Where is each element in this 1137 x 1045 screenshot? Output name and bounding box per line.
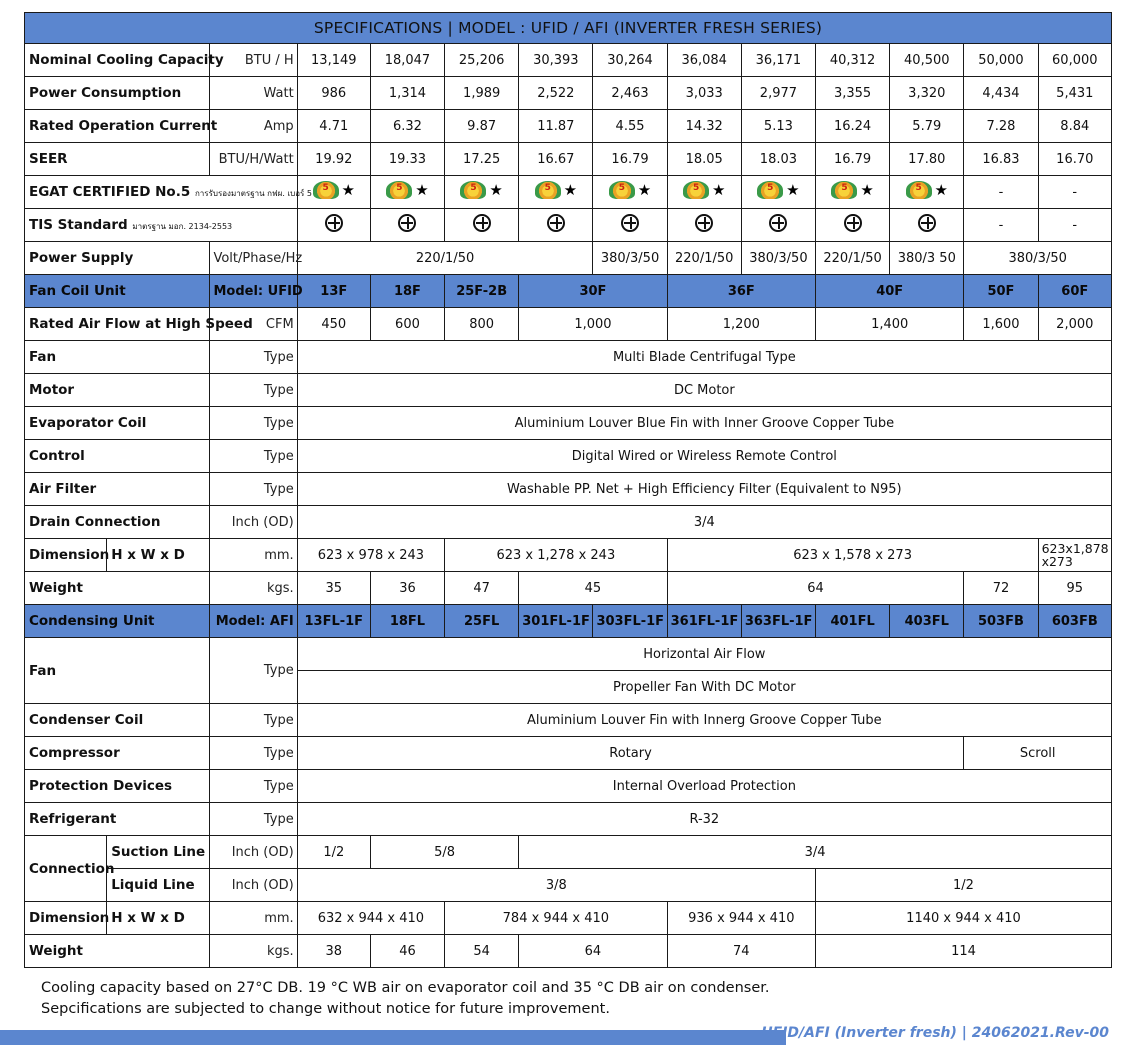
star-icon: ★ — [860, 181, 874, 199]
cell: R-32 — [297, 803, 1111, 836]
cell: 1,200 — [667, 308, 815, 341]
row-label: Rated Air Flow at High Speed — [25, 308, 210, 341]
cell: Digital Wired or Wireless Remote Control — [297, 440, 1111, 473]
cell: 16.67 — [519, 143, 593, 176]
row-unit: Type — [210, 770, 297, 803]
row-label: Protection Devices — [25, 770, 210, 803]
cell: Internal Overload Protection — [297, 770, 1111, 803]
cell: 60,000 — [1038, 44, 1111, 77]
cell: 4,434 — [964, 77, 1038, 110]
cell — [593, 209, 667, 242]
tis-label: TIS Standard — [29, 217, 128, 233]
row-unit: Type — [210, 638, 297, 704]
row-label: Compressor — [25, 737, 210, 770]
row-unit: Model: AFI — [210, 605, 297, 638]
cell: 5.79 — [890, 110, 964, 143]
cell: 5,431 — [1038, 77, 1111, 110]
cell: 8.84 — [1038, 110, 1111, 143]
cell — [667, 176, 741, 209]
row-unit: Model: UFID — [210, 275, 297, 308]
energy-label-icon — [683, 181, 709, 199]
cell: 1,000 — [519, 308, 667, 341]
cell: 3/8 — [297, 869, 815, 902]
tis-mark-icon — [918, 214, 936, 232]
cell: 18.03 — [741, 143, 815, 176]
fcu-dimension-row — [25, 539, 1112, 572]
cell: 3,355 — [816, 77, 890, 110]
filter-row — [25, 473, 1112, 506]
row-label: SEER — [25, 143, 210, 176]
cell: Multi Blade Centrifugal Type — [297, 341, 1111, 374]
cell: 13,149 — [297, 44, 370, 77]
cell: 16.79 — [593, 143, 667, 176]
motor-row — [25, 374, 1112, 407]
row-unit: Type — [210, 374, 297, 407]
cell: 4.71 — [297, 110, 370, 143]
row-unit: Inch (OD) — [210, 869, 297, 902]
cell: 3,320 — [890, 77, 964, 110]
row-label — [25, 209, 298, 242]
model-cell: 361FL-1F — [667, 605, 741, 638]
section-title: Fan Coil Unit — [25, 275, 210, 308]
row-label: Connection — [25, 836, 107, 902]
model-cell: 36F — [667, 275, 815, 308]
star-icon: ★ — [341, 181, 355, 199]
cell: 220/1/50 — [297, 242, 593, 275]
cell: 14.32 — [667, 110, 741, 143]
footnote-line: Cooling capacity based on 27°C DB. 19 °C WB air on evaporator coil and 35 °C DB air on condenser. — [41, 980, 770, 996]
model-cell: 13F — [297, 275, 370, 308]
cell — [370, 209, 444, 242]
cell: Rotary — [297, 737, 964, 770]
tis-row — [25, 209, 1112, 242]
cell: - — [1038, 209, 1111, 242]
energy-label-icon — [386, 181, 412, 199]
row-label: Motor — [25, 374, 210, 407]
cell: 1,600 — [964, 308, 1038, 341]
cell: 16.79 — [816, 143, 890, 176]
model-cell: 603FB — [1038, 605, 1111, 638]
cell: 64 — [667, 572, 964, 605]
model-cell: 18F — [370, 275, 444, 308]
cell: - — [964, 209, 1038, 242]
cell: 623x1,878 x273 — [1038, 539, 1111, 572]
cell: 380/3 50 — [890, 242, 964, 275]
cell: Scroll — [964, 737, 1112, 770]
model-cell: 60F — [1038, 275, 1111, 308]
cell: 47 — [445, 572, 519, 605]
row-unit: Type — [210, 407, 297, 440]
tis-mark-icon — [769, 214, 787, 232]
cell: 1,989 — [445, 77, 519, 110]
row-label: Evaporator Coil — [25, 407, 210, 440]
row-label: Dimension — [25, 902, 107, 935]
egat-label: EGAT CERTIFIED No.5 — [29, 184, 191, 200]
cell: Propeller Fan With DC Motor — [297, 671, 1111, 704]
cell: Aluminium Louver Blue Fin with Inner Groove Copper Tube — [297, 407, 1111, 440]
star-icon: ★ — [415, 181, 429, 199]
row-label: Weight — [25, 935, 210, 968]
footnotes — [41, 978, 769, 1020]
egat-label-thai: การรับรองมาตรฐาน กฟผ. เบอร์ 5 — [194, 189, 312, 198]
row-label: Fan — [25, 341, 210, 374]
cell: 114 — [816, 935, 1112, 968]
footer-revision: UFID/AFI (Inverter fresh) | 24062021.Rev-00 — [761, 1025, 1109, 1041]
row-unit: Type — [210, 341, 297, 374]
cell: 380/3/50 — [741, 242, 815, 275]
model-cell: 403FL — [890, 605, 964, 638]
cell: 54 — [445, 935, 519, 968]
model-cell: 50F — [964, 275, 1038, 308]
cell: 16.70 — [1038, 143, 1111, 176]
cell: 1/2 — [816, 869, 1112, 902]
row-unit: kgs. — [210, 572, 297, 605]
model-cell: 363FL-1F — [741, 605, 815, 638]
cell — [519, 209, 593, 242]
cell: 2,463 — [593, 77, 667, 110]
energy-label-icon — [460, 181, 486, 199]
model-cell: 503FB — [964, 605, 1038, 638]
row-label: Condenser Coil — [25, 704, 210, 737]
cell — [741, 176, 815, 209]
compressor-row — [25, 737, 1112, 770]
tis-mark-icon — [325, 214, 343, 232]
cell: 800 — [445, 308, 519, 341]
row-unit: BTU / H — [210, 44, 297, 77]
cell: 19.92 — [297, 143, 370, 176]
cell: 623 x 978 x 243 — [297, 539, 444, 572]
cu-weight-row — [25, 935, 1112, 968]
cell: Aluminium Louver Fin with Innerg Groove Copper Tube — [297, 704, 1111, 737]
row-unit: BTU/H/Watt — [210, 143, 297, 176]
airflow-row — [25, 308, 1112, 341]
row-label: Fan — [25, 638, 210, 704]
cell: 5/8 — [370, 836, 518, 869]
row-label — [25, 176, 312, 209]
row-unit: Type — [210, 803, 297, 836]
row-unit: Inch (OD) — [210, 836, 297, 869]
model-cell: 40F — [816, 275, 964, 308]
cell: Washable PP. Net + High Efficiency Filter (Equivalent to N95) — [297, 473, 1111, 506]
cell: 9.87 — [445, 110, 519, 143]
row-label: Power Supply — [25, 242, 210, 275]
row-label: Power Consumption — [25, 77, 210, 110]
cell: 623 x 1,278 x 243 — [445, 539, 668, 572]
section-title: Condensing Unit — [25, 605, 210, 638]
cell — [297, 209, 370, 242]
drain-row — [25, 506, 1112, 539]
cell: - — [1038, 176, 1111, 209]
model-cell: 18FL — [370, 605, 444, 638]
title-row — [25, 13, 1112, 44]
evaporator-row — [25, 407, 1112, 440]
cell — [890, 176, 964, 209]
cell: 19.33 — [370, 143, 444, 176]
cell: 632 x 944 x 410 — [297, 902, 444, 935]
row-label: Air Filter — [25, 473, 210, 506]
row-unit: Amp — [210, 110, 297, 143]
model-cell: 401FL — [816, 605, 890, 638]
cell: 220/1/50 — [667, 242, 741, 275]
cell: 784 x 944 x 410 — [445, 902, 668, 935]
fan-coil-header-row — [25, 275, 1112, 308]
cell: 1,314 — [370, 77, 444, 110]
model-cell: 13FL-1F — [297, 605, 370, 638]
cell: 36,084 — [667, 44, 741, 77]
tis-mark-icon — [398, 214, 416, 232]
cell — [816, 209, 890, 242]
star-icon: ★ — [711, 181, 726, 199]
cell: 3/4 — [297, 506, 1111, 539]
cell: 95 — [1038, 572, 1111, 605]
model-cell: 25FL — [445, 605, 519, 638]
cell: 380/3/50 — [593, 242, 667, 275]
model-cell: 301FL-1F — [519, 605, 593, 638]
cell: 30,264 — [593, 44, 667, 77]
row-sublabel: H x W x D — [107, 539, 210, 572]
cell: 16.83 — [964, 143, 1038, 176]
footer-bar — [0, 1030, 786, 1045]
spec-table — [24, 12, 1112, 968]
star-icon: ★ — [934, 181, 948, 199]
cell: 7.28 — [964, 110, 1038, 143]
cell: 2,000 — [1038, 308, 1111, 341]
cell: 380/3/50 — [964, 242, 1112, 275]
cell: 17.25 — [445, 143, 519, 176]
cell: DC Motor — [297, 374, 1111, 407]
liquid-line-row — [25, 869, 1112, 902]
cell: 450 — [297, 308, 370, 341]
row-unit: Type — [210, 737, 297, 770]
model-cell: 30F — [519, 275, 667, 308]
row-label: Nominal Cooling Capacity — [25, 44, 210, 77]
row-unit: mm. — [210, 539, 297, 572]
row-label: Drain Connection — [25, 506, 210, 539]
row-label: Rated Operation Current — [25, 110, 210, 143]
condensing-header-row — [25, 605, 1112, 638]
row-unit: kgs. — [210, 935, 297, 968]
seer-row — [25, 143, 1112, 176]
cell — [890, 209, 964, 242]
cell: 18,047 — [370, 44, 444, 77]
cell — [445, 176, 519, 209]
cell: 46 — [370, 935, 444, 968]
row-sublabel: H x W x D — [107, 902, 210, 935]
cell: 600 — [370, 308, 444, 341]
cell: 2,522 — [519, 77, 593, 110]
row-unit: Type — [210, 704, 297, 737]
row-label: Control — [25, 440, 210, 473]
footnote-line: Sepcifications are subjected to change without notice for future improvement. — [41, 1001, 610, 1017]
fcu-weight-row — [25, 572, 1112, 605]
cooling-row — [25, 44, 1112, 77]
cell: 74 — [667, 935, 815, 968]
cell: 1140 x 944 x 410 — [816, 902, 1112, 935]
cell: 25,206 — [445, 44, 519, 77]
row-unit: mm. — [210, 902, 297, 935]
row-label: Weight — [25, 572, 210, 605]
tis-mark-icon — [547, 214, 565, 232]
cell: 18.05 — [667, 143, 741, 176]
cell: 38 — [297, 935, 370, 968]
refrigerant-row — [25, 803, 1112, 836]
energy-label-icon — [313, 181, 339, 199]
cell: 36,171 — [741, 44, 815, 77]
star-icon: ★ — [563, 181, 578, 199]
tis-label-thai: มาตรฐาน มอก. 2134-2553 — [132, 222, 233, 231]
cell: 2,977 — [741, 77, 815, 110]
cell: 986 — [297, 77, 370, 110]
energy-label-icon — [535, 181, 561, 199]
cu-fan-row — [25, 638, 1112, 671]
star-icon: ★ — [786, 181, 800, 199]
energy-label-icon — [831, 181, 857, 199]
cell — [445, 209, 519, 242]
cell — [370, 176, 444, 209]
row-unit: Type — [210, 440, 297, 473]
suction-line-row — [25, 836, 1112, 869]
cell — [816, 176, 890, 209]
cell — [667, 209, 741, 242]
cell: 72 — [964, 572, 1038, 605]
egat-row — [25, 176, 1112, 209]
cell: 3,033 — [667, 77, 741, 110]
row-unit: CFM — [210, 308, 297, 341]
cell: Horizontal Air Flow — [297, 638, 1111, 671]
tis-mark-icon — [621, 214, 639, 232]
cell: 64 — [519, 935, 667, 968]
condenser-coil-row — [25, 704, 1112, 737]
page-title: SPECIFICATIONS | MODEL : UFID / AFI (INVERTER FRESH SERIES) — [25, 13, 1112, 44]
cell: 36 — [370, 572, 444, 605]
star-icon: ★ — [637, 181, 652, 199]
cell: 623 x 1,578 x 273 — [667, 539, 1038, 572]
row-unit: Volt/Phase/Hz — [210, 242, 297, 275]
energy-label-icon — [609, 181, 635, 199]
tis-mark-icon — [473, 214, 491, 232]
control-row — [25, 440, 1112, 473]
power-row — [25, 77, 1112, 110]
row-unit: Inch (OD) — [210, 506, 297, 539]
cell: 17.80 — [890, 143, 964, 176]
cell: 50,000 — [964, 44, 1038, 77]
fan-row — [25, 341, 1112, 374]
cell — [519, 176, 593, 209]
cell: 3/4 — [519, 836, 1112, 869]
energy-label-icon — [757, 181, 783, 199]
cell: 40,312 — [816, 44, 890, 77]
star-icon: ★ — [489, 181, 503, 199]
cu-dimension-row — [25, 902, 1112, 935]
cell: 30,393 — [519, 44, 593, 77]
cell: 1,400 — [816, 308, 964, 341]
supply-row — [25, 242, 1112, 275]
cell: 220/1/50 — [816, 242, 890, 275]
current-row — [25, 110, 1112, 143]
tis-mark-icon — [844, 214, 862, 232]
row-sublabel: Suction Line — [107, 836, 210, 869]
energy-label-icon — [906, 181, 932, 199]
cell — [593, 176, 667, 209]
cell: - — [964, 176, 1038, 209]
model-cell: 25F-2B — [445, 275, 519, 308]
row-unit: Type — [210, 473, 297, 506]
cell — [741, 209, 815, 242]
row-unit: Watt — [210, 77, 297, 110]
cell: 16.24 — [816, 110, 890, 143]
cell: 6.32 — [370, 110, 444, 143]
cell: 4.55 — [593, 110, 667, 143]
cell: 11.87 — [519, 110, 593, 143]
row-sublabel: Liquid Line — [107, 869, 210, 902]
tis-mark-icon — [695, 214, 713, 232]
row-label: Dimension — [25, 539, 107, 572]
cell: 35 — [297, 572, 370, 605]
cell: 40,500 — [890, 44, 964, 77]
model-cell: 303FL-1F — [593, 605, 667, 638]
protection-row — [25, 770, 1112, 803]
cell: 45 — [519, 572, 667, 605]
cell: 936 x 944 x 410 — [667, 902, 815, 935]
row-label: Refrigerant — [25, 803, 210, 836]
cell: 1/2 — [297, 836, 370, 869]
cell: 5.13 — [741, 110, 815, 143]
